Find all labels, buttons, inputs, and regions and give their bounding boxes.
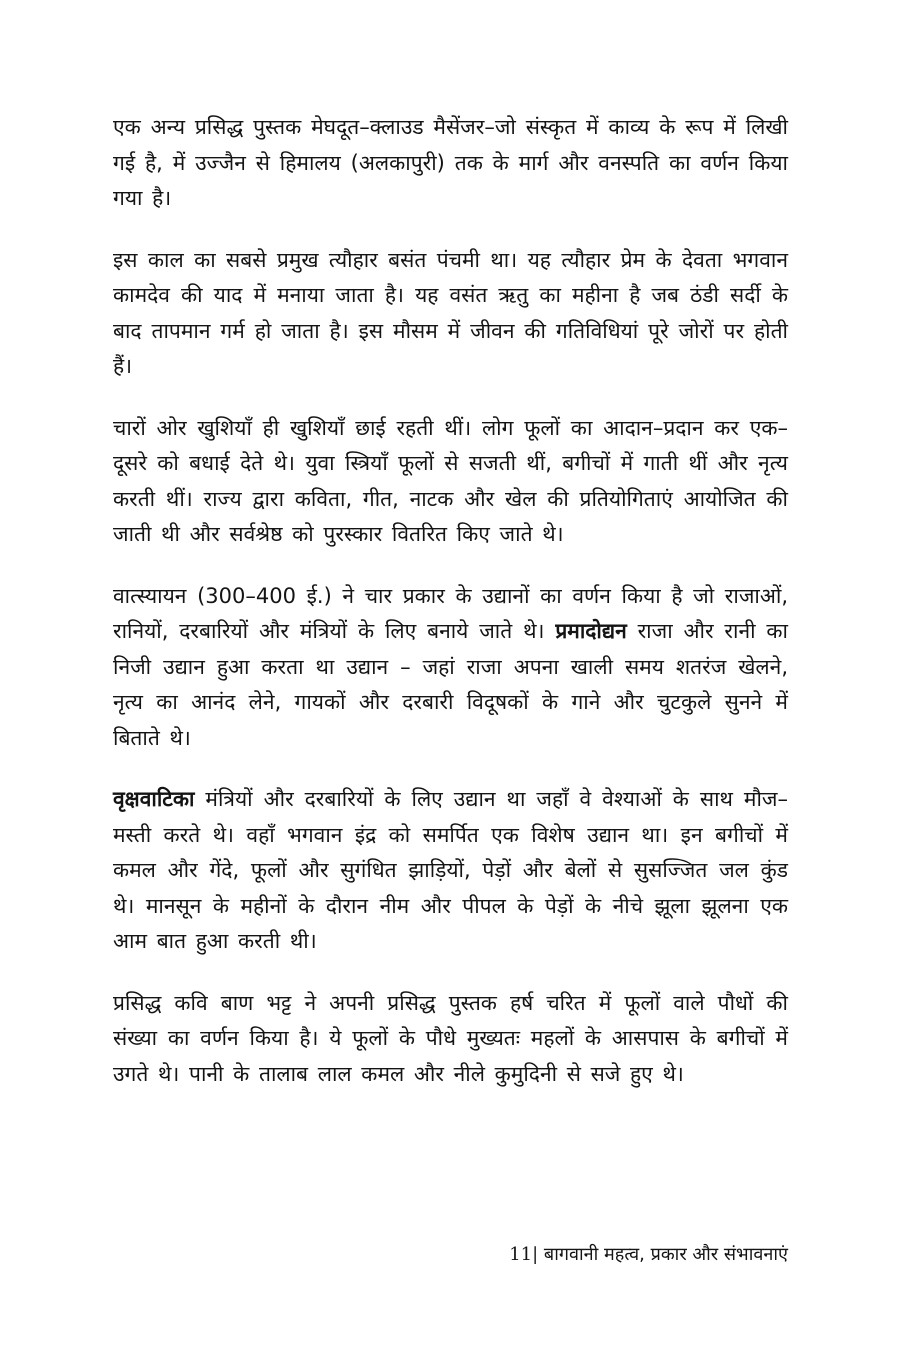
paragraph-celebrations — [113, 411, 788, 553]
bold-term-pramadodyan: प्रमादोद्यन — [555, 619, 627, 643]
paragraph-text: इस काल का सबसे प्रमुख त्यौहार बसंत पंचमी था। यह त्यौहार प्रेम के देवता भगवान कामदेव की याद में मनाया जाता है। यह वसंत ऋतु का महीना है जब ठंडी सर्दी के बाद तापमान गर्म हो जाता है। इस मौसम में जीवन की गतिविधियां पूरे जोरों पर होती हैं। — [113, 247, 788, 378]
paragraph-text: वात्स्यायन (300–400 ई.) ने चार प्रकार के उद्यानों का वर्णन किया है जो राजाओं, रानियों, दरबारियों और मंत्रियों के लिए बनाये जाते थे। — [113, 583, 788, 643]
paragraph-vatsyayana-gardens — [113, 579, 788, 757]
bold-term-vrikshavatika: वृक्षवाटिका — [113, 787, 195, 811]
paragraph-text: एक अन्य प्रसिद्ध पुस्तक मेघदूत–क्लाउड मैसेंजर–जो संस्कृत में काव्य के रूप में लिखी गई है, में उज्जैन से हिमालय (अलकापुरी) तक के मार्ग और वनस्पति का वर्णन किया गया है। — [113, 115, 788, 210]
paragraph-vrikshavatika — [113, 782, 788, 960]
paragraph-banabhatta — [113, 986, 788, 1093]
paragraph-text: चारों ओर खुशियाँ ही खुशियाँ छाई रहती थीं। लोग फूलों का आदान–प्रदान कर एक–दूसरे को बधाई देते थे। युवा स्त्रियाँ फूलों से सजती थीं, बगीचों में गाती थीं और नृत्य करती थीं। राज्य द्वारा कविता, गीत, नाटक और खेल की प्रतियोगिताएं आयोजित की जाती थी और सर्वश्रेष्ठ को पुरस्कार वितरित किए जाते थे। — [113, 415, 788, 546]
paragraph-meghdoot — [113, 110, 788, 217]
paragraph-text: राजा और रानी का निजी उद्यान हुआ करता था उद्यान – जहां राजा अपना खाली समय शतरंज खेलने, नृत्य का आनंद लेने, गायकों और दरबारी विदूषकों के गाने और चुटकुले सुनने में बिताते थे। — [113, 619, 788, 750]
page-body — [113, 110, 788, 1118]
page-footer — [509, 1243, 788, 1267]
paragraph-text: मंत्रियों और दरबारियों के लिए उद्यान था जहाँ वे वेश्याओं के साथ मौज–मस्ती करते थे। वहाँ भगवान इंद्र को समर्पित एक विशेष उद्यान था। इन बगीचों में कमल और गेंदे, फूलों और सुगंधित झाड़ियों, पेड़ों और बेलों से सुसज्जित जल कुंड थे। मानसून के महीनों के दौरान नीम और पीपल के पेड़ों के नीचे झूला झूलना एक आम बात हुआ करती थी। — [113, 787, 788, 953]
paragraph-basant-panchami — [113, 243, 788, 385]
book-title: बागवानी महत्व, प्रकार और संभावनाएं — [538, 1244, 788, 1265]
page-number: 11| — [509, 1244, 539, 1265]
paragraph-text: प्रसिद्ध कवि बाण भट्ट ने अपनी प्रसिद्ध पुस्तक हर्ष चरित में फूलों वाले पौधों की संख्या का वर्णन किया है। ये फूलों के पौधे मुख्यतः महलों के आसपास के बगीचों में उगते थे। पानी के तालाब लाल कमल और नीले कुमुदिनी से सजे हुए थे। — [113, 990, 788, 1086]
